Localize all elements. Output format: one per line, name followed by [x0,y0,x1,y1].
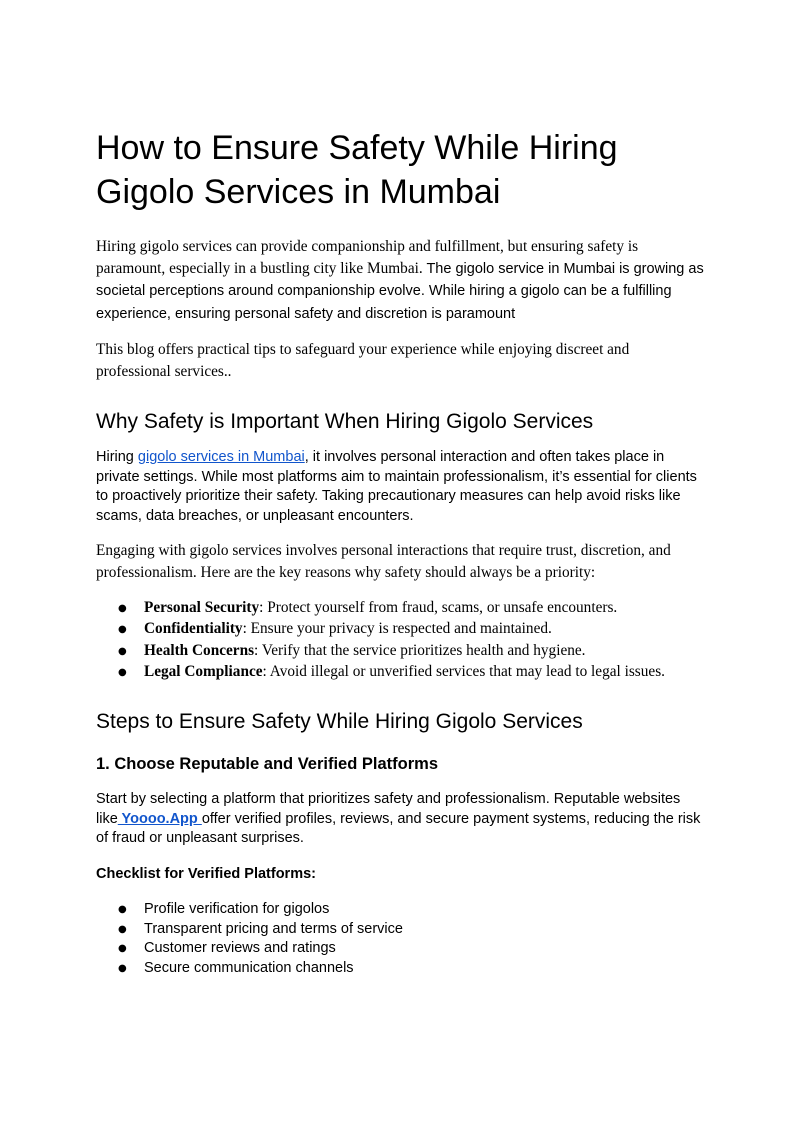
list-item: ● Transparent pricing and terms of service [96,920,706,940]
list-item-desc: : Ensure your privacy is respected and maintained. [242,620,552,638]
list-item-desc: : Avoid illegal or unverified services that may lead to legal issues. [262,662,665,680]
section2-paragraph-1 [96,790,706,849]
section-heading-steps: Steps to Ensure Safety While Hiring Gigolo Services [96,710,583,734]
list-item-term: Legal Compliance [144,662,263,680]
document-page [96,126,706,978]
list-item-desc: : Protect yourself from fraud, scams, or unsafe encounters. [259,599,618,616]
subheading-choose-platforms: 1. Choose Reputable and Verified Platforms [96,755,438,774]
section2-p1-prefix: Start by selecting a platform that prioritizes safety and professionalism. Reputable websites like [96,791,681,827]
section1-paragraph-2: Engaging with gigolo services involves personal interactions that require trust, discretion, and professionalism. Here are the key reasons why safety should always be a priority: [96,542,671,581]
checklist-title [96,865,706,885]
section1-p1-prefix: Hiring [96,449,138,465]
gigolo-services-link[interactable]: gigolo services in Mumbai [137,449,305,465]
list-item-term: Health Concerns [144,641,255,659]
list-item: ● Customer reviews and ratings [96,939,706,959]
blog-intro-paragraph: This blog offers practical tips to safeguard your experience while enjoying discreet and professional services.. [96,341,630,380]
yoooo-app-link[interactable]: Yoooo.App [117,810,202,827]
intro-sans-text: The gigolo service in Mumbai is growing as societal perceptions around companionship evolve. While hiring a gigolo can be a fulfilling experience, ensuring personal safety and discretion is paramount [96,260,704,322]
list-item [96,618,706,639]
checklist-title-text: Checklist for Verified Platforms: [96,865,316,882]
intro-serif-text: Hiring gigolo services can provide companionship and fulfillment, but ensuring safety is paramount, especially in a bustling city like Mumbai. [96,238,639,277]
list-item [96,661,706,682]
list-item [96,640,706,661]
title-line-1: How to Ensure Safety While Hiring [96,129,618,167]
section1-paragraph-1 [96,448,706,526]
list-item: ● Secure communication channels [96,959,706,979]
intro-paragraph [96,236,706,325]
page-title [96,126,706,214]
list-item: ● Profile verification for gigolos [96,900,706,920]
list-item-term: Personal Security [144,599,260,616]
title-line-2: Gigolo Services in Mumbai [96,173,501,211]
list-item-term: Confidentiality [144,620,243,638]
section2-p1-suffix: offer verified profiles, reviews, and secure payment systems, reducing the risk of fraud or unpleasant surprises. [96,810,701,847]
safety-reasons-list [96,597,706,682]
list-item [96,597,706,618]
checklist [96,900,706,978]
section-heading-why-safety: Why Safety is Important When Hiring Gigolo Services [96,410,594,433]
list-item-desc: : Verify that the service prioritizes health and hygiene. [254,641,586,659]
section1-p1-suffix: , it involves personal interaction and often takes place in private settings. While most platforms aim to maintain professionalism, it’s essential for clients to proactively prioritize their safety. Taking precautionary measures can help avoid risks like scams, data breaches, or unpleasant encounters. [96,449,697,524]
